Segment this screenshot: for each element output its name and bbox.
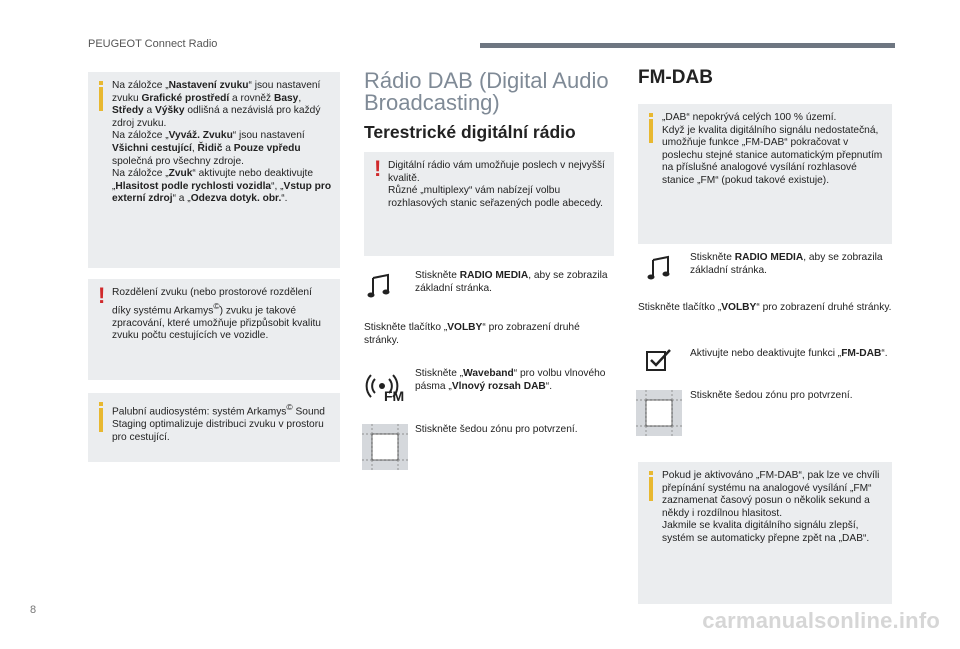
music-note-icon <box>646 254 674 282</box>
step-text: Stiskněte „Waveband“ pro volbu vlnového pásma „Vlnový rozsah DAB“. <box>415 368 606 392</box>
paragraph: Na záložce „Nastavení zvuku“ jsou nastavení zvuku Grafické prostředí a rovněž Basy, Středy a Výšky odlišná a nezávislá pro každý zdroj zvuku. <box>112 80 321 129</box>
step-text: Stiskněte RADIO MEDIA, aby se zobrazila základní stránka. <box>415 270 608 294</box>
section-title-fm-dab: FM-DAB <box>638 67 713 88</box>
checkbox-icon <box>646 348 672 372</box>
info-icon <box>98 81 104 111</box>
warning-box-digital-radio <box>364 152 614 256</box>
warning-icon: ! <box>374 156 382 181</box>
section-title-dab: Rádio DAB (Digital Audio Broadcasting) <box>364 68 609 115</box>
paragraph: Na záložce „Zvuk“ aktivujte nebo deaktivujte „Hlasitost podle rychlosti vozidla“, „Vstup pro externí zdroj“ a „Odezva dotyk. obr.“. <box>112 168 332 205</box>
info-box-fm-dab <box>638 104 892 244</box>
step-text: Aktivujte nebo deaktivujte funkci „FM-DAB“. <box>690 348 888 359</box>
warning-icon: ! <box>98 283 106 308</box>
info-box-sound-settings <box>88 72 340 268</box>
step-text: Stiskněte šedou zónu pro potvrzení. <box>690 390 853 401</box>
step-text: Stiskněte tlačítko „VOLBY“ pro zobrazení druhé stránky. <box>364 322 580 346</box>
watermark: carmanualsonline.info <box>702 608 940 633</box>
step-text: Stiskněte šedou zónu pro potvrzení. <box>415 424 578 435</box>
fm-label: FM <box>384 388 405 404</box>
header-rule <box>480 43 895 48</box>
info-icon <box>98 402 104 432</box>
info-icon <box>648 471 654 501</box>
step-text: Stiskněte tlačítko „VOLBY“ pro zobrazení druhé stránky. <box>638 302 892 313</box>
section-subtitle: Terestrické digitální rádio <box>364 122 576 142</box>
info-text: „DAB“ nepokrývá celých 100 % území. Když je kvalita digitálního signálu nedostatečná, umožňuje funkce „FM-DAB“ pokračovat v poslechu stejné stanice automatickým přepnutím na příslušné analogové vysílání rozhlasové stanice „FM“ (pokud takové existuje). <box>662 112 883 186</box>
info-box-fm-dab-switching <box>638 462 892 604</box>
warning-text: Digitální rádio vám umožňuje poslech v nejvyšší kvalitě. Různé „multiplexy“ vám nabízejí volbu rozhlasových stanic seřazených podle abecedy. <box>388 160 605 209</box>
info-icon <box>648 113 654 143</box>
page-number: 8 <box>30 604 37 616</box>
info-text: Pokud je aktivováno „FM-DAB“, pak lze ve chvíli přepínání systému na analogové vysílání „FM“ zaznamenat časový posun o několik sekund a někdy i rozdílnou hlasitost. Jakmile se kvalita digitálního signálu zlepší, systém se automaticky přepne zpět na „DAB“. <box>662 470 880 544</box>
warning-box-sound-distribution <box>88 279 340 380</box>
step-text: Stiskněte RADIO MEDIA, aby se zobrazila základní stránka. <box>690 252 883 276</box>
info-box-arkamys <box>88 393 340 462</box>
grey-zone-icon <box>362 424 408 470</box>
radio-waveband-icon <box>364 368 404 408</box>
info-text <box>112 80 332 206</box>
running-header: PEUGEOT Connect Radio <box>88 38 218 50</box>
music-note-icon <box>366 272 394 300</box>
grey-zone-icon <box>636 390 682 436</box>
warning-text: Rozdělení zvuku (nebo prostorové rozdělení díky systému Arkamys©) zvuku je takové zpracování, které umožňuje přizpůsobit kvalitu zvuku počtu cestujících ve vozidle. <box>112 287 321 342</box>
paragraph: Na záložce „Vyváž. Zvuku“ jsou nastavení Všichni cestující, Řidič a Pouze vpředu společná pro všechny zdroje. <box>112 130 305 167</box>
info-text: Palubní audiosystém: systém Arkamys© Sound Staging optimalizuje distribuci zvuku v prostoru pro cestující. <box>112 402 325 443</box>
